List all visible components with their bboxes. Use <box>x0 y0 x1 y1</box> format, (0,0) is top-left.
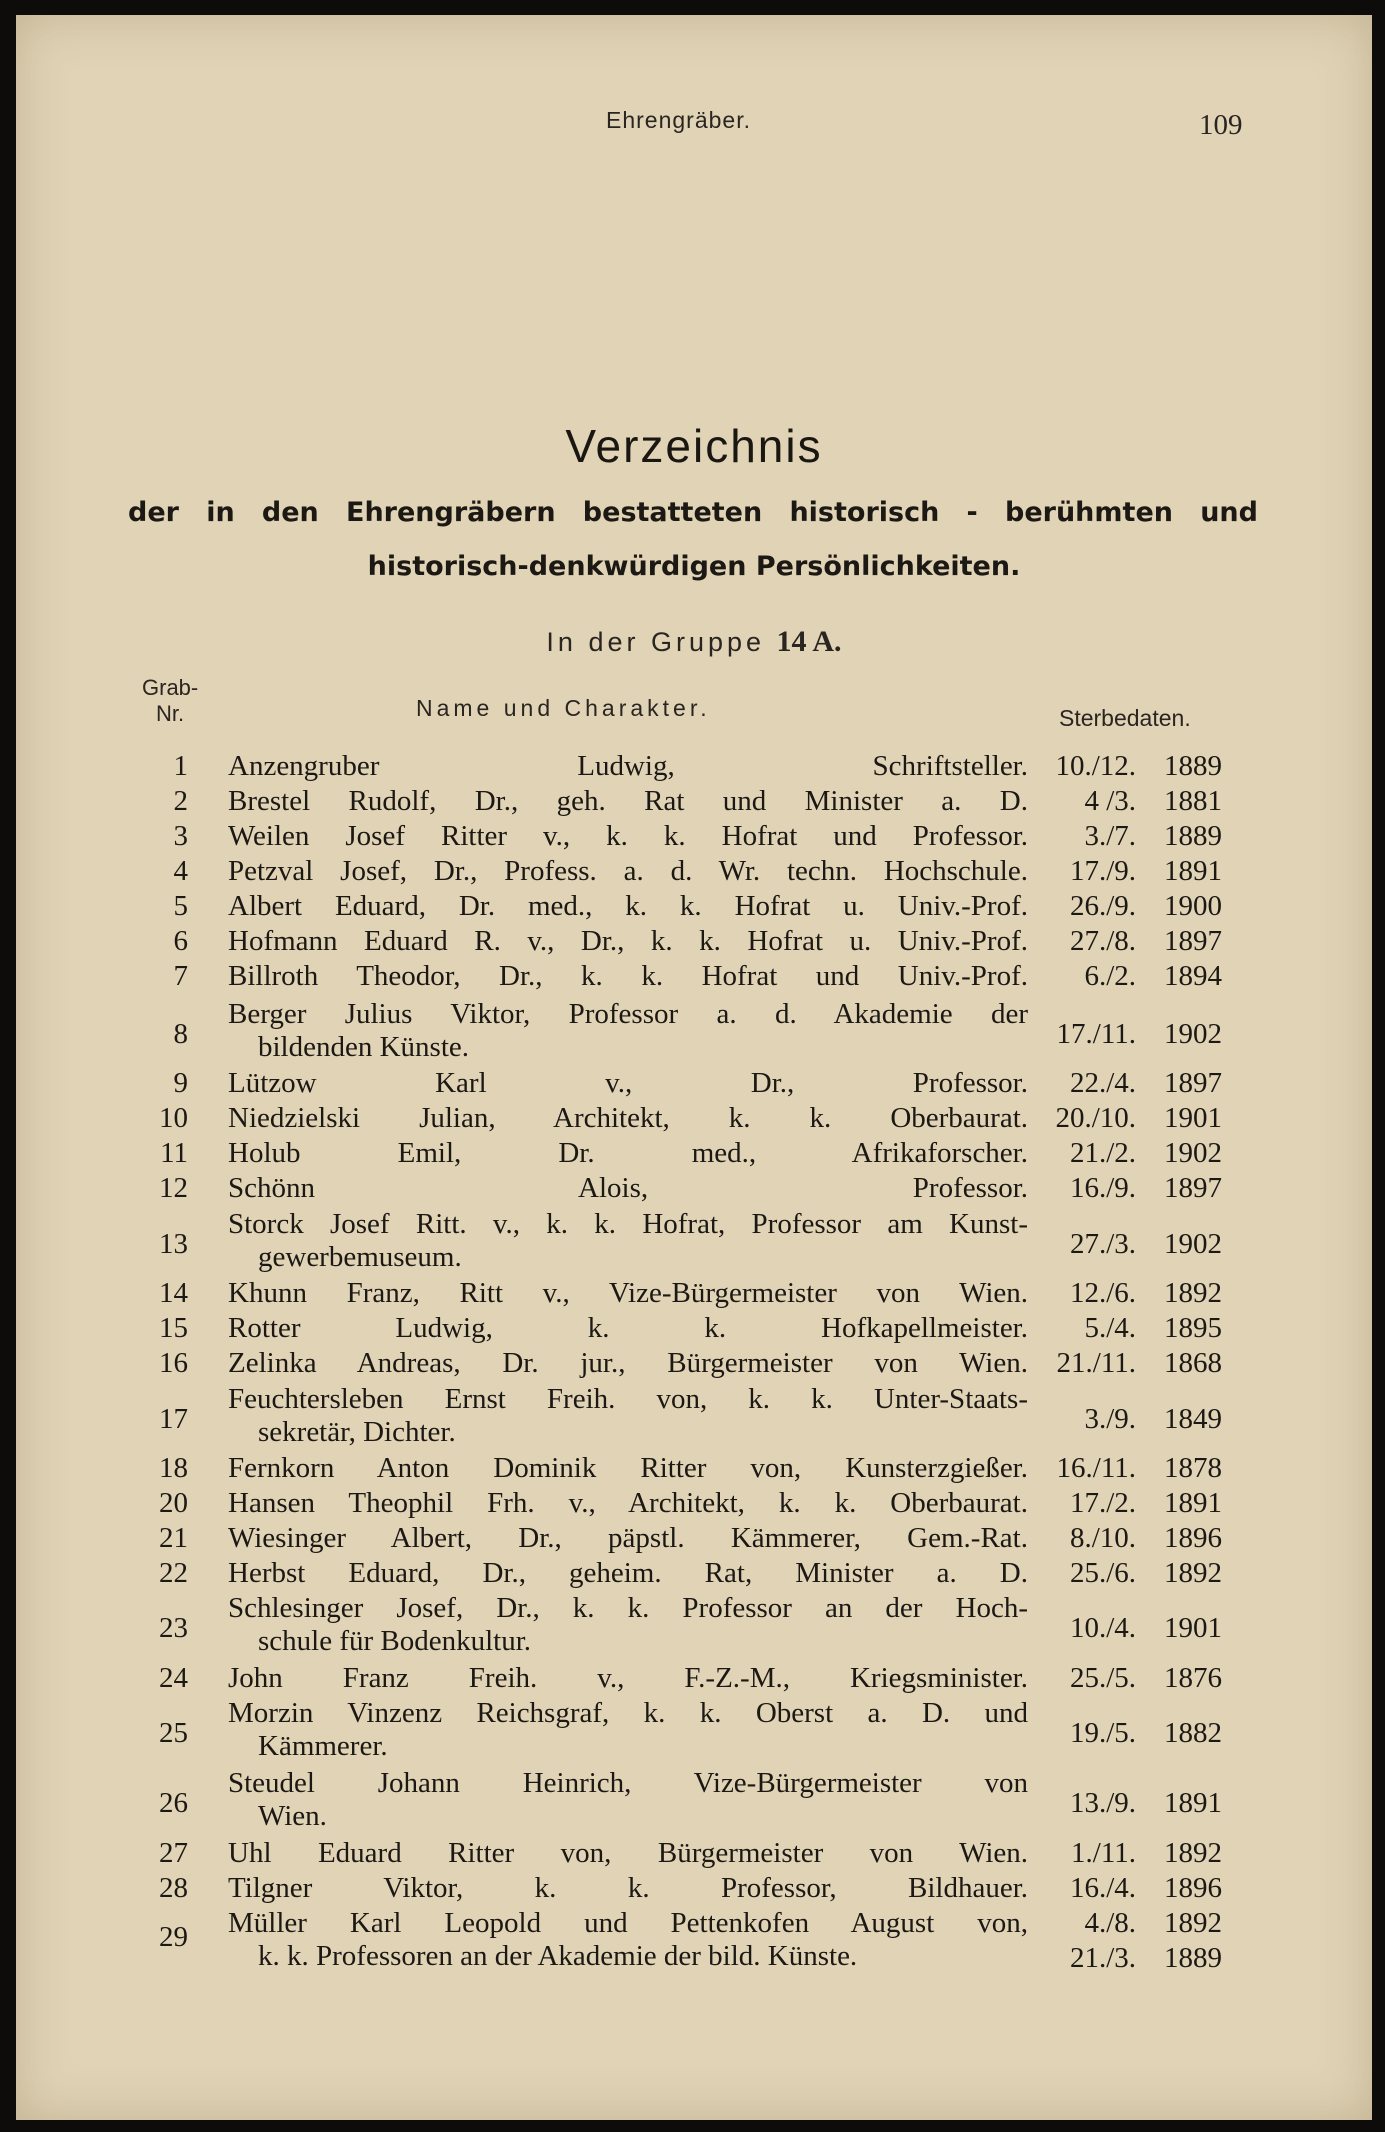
list-item <box>16 1697 1372 1767</box>
death-date: 20./10. <box>1055 1102 1136 1134</box>
column-header-dates: Sterbedaten. <box>1059 705 1191 731</box>
name-line: Berger Julius Viktor, Professor a. d. Akademie der <box>228 998 1028 1030</box>
page-title: Verzeichnis <box>565 420 823 472</box>
grave-number: 5 <box>173 890 188 922</box>
person-name-and-character <box>228 1137 1028 1170</box>
death-year: 1876 <box>1164 1662 1222 1694</box>
list-item <box>16 1383 1372 1453</box>
person-name-and-character <box>228 1172 1028 1205</box>
death-date: 22./4. <box>1069 1067 1136 1099</box>
death-date: 12./6. <box>1069 1277 1136 1309</box>
death-date: 17./9. <box>1069 855 1136 887</box>
death-year: 1892 <box>1164 1837 1222 1869</box>
name-line: Niedzielski Julian, Architekt, k. k. Oberbaurat. <box>228 1102 1028 1134</box>
list-item <box>16 925 1372 960</box>
list-item <box>16 750 1372 785</box>
list-item <box>16 1347 1372 1382</box>
name-line: Wiesinger Albert, Dr., päpstl. Kämmerer, Gem.-Rat. <box>228 1522 1028 1554</box>
list-item <box>16 785 1372 820</box>
person-name-and-character <box>228 960 1028 993</box>
grave-number: 21 <box>159 1522 188 1554</box>
grave-number: 23 <box>159 1612 188 1644</box>
list-item <box>16 855 1372 890</box>
person-name-and-character <box>228 1067 1028 1100</box>
death-year: 1889 <box>1164 750 1222 782</box>
name-line: Kämmerer. <box>258 1730 388 1762</box>
death-year: 1897 <box>1164 1172 1222 1204</box>
grave-number: 24 <box>159 1662 188 1694</box>
death-date: 8./10. <box>1069 1522 1136 1554</box>
name-line: k. k. Professoren an der Akademie der bild. Künste. <box>258 1940 858 1972</box>
subtitle-line-1: der in den Ehrengräbern bestatteten historisch - berühmten und <box>128 497 1258 528</box>
name-line: Lützow Karl v., Dr., Professor. <box>228 1067 1028 1099</box>
name-line: Billroth Theodor, Dr., k. k. Hofrat und Univ.-Prof. <box>228 960 1028 992</box>
grave-number: 11 <box>160 1137 188 1169</box>
name-line: Feuchtersleben Ernst Freih. von, k. k. Unter-Staats- <box>228 1383 1028 1415</box>
death-year: 1896 <box>1164 1872 1222 1904</box>
grave-number: 26 <box>159 1787 188 1819</box>
death-year: 1891 <box>1164 1787 1222 1819</box>
column-header-grave-number <box>142 675 232 727</box>
death-date: 17./2. <box>1069 1487 1136 1519</box>
grave-number: 16 <box>159 1347 188 1379</box>
person-name-and-character <box>228 1208 1028 1274</box>
grave-number: 14 <box>159 1277 188 1309</box>
subtitle-line-2: historisch-denkwürdigen Persönlichkeiten. <box>367 551 1021 582</box>
list-item <box>16 1277 1372 1312</box>
name-line: Fernkorn Anton Dominik Ritter von, Kunsterzgießer. <box>228 1452 1028 1484</box>
person-name-and-character <box>228 1592 1028 1658</box>
death-date: 6./2. <box>1084 960 1136 992</box>
name-line: Albert Eduard, Dr. med., k. k. Hofrat u. Univ.-Prof. <box>228 890 1028 922</box>
death-year: 1882 <box>1164 1717 1222 1749</box>
list-item <box>16 1312 1372 1347</box>
grave-number: 3 <box>173 820 188 852</box>
column-header-grave-number-line2: Nr. <box>156 701 185 726</box>
person-name-and-character <box>228 1102 1028 1135</box>
death-year: 1902 <box>1164 1018 1222 1050</box>
list-item <box>16 1067 1372 1102</box>
list-item <box>16 820 1372 855</box>
person-name-and-character <box>228 1697 1028 1763</box>
death-year: 1892 <box>1164 1557 1222 1589</box>
grave-number: 29 <box>159 1921 188 1953</box>
grave-number: 15 <box>159 1312 188 1344</box>
grave-number: 25 <box>159 1717 188 1749</box>
grave-number: 1 <box>173 750 188 782</box>
name-line: Wien. <box>258 1800 327 1832</box>
grave-number: 10 <box>159 1102 188 1134</box>
person-name-and-character <box>228 785 1028 818</box>
death-date: 27./8. <box>1069 925 1136 957</box>
grave-number: 18 <box>159 1452 188 1484</box>
grave-number: 12 <box>159 1172 188 1204</box>
death-year: 1902 <box>1164 1228 1222 1260</box>
name-line: Anzengruber Ludwig, Schriftsteller. <box>228 750 1028 782</box>
death-year: 1889 <box>1164 820 1222 852</box>
name-line: John Franz Freih. v., F.-Z.-M., Kriegsminister. <box>228 1662 1028 1694</box>
name-line: sekretär, Dichter. <box>258 1416 456 1448</box>
grave-number: 8 <box>173 1018 188 1050</box>
grave-number: 20 <box>159 1487 188 1519</box>
person-name-and-character <box>228 1662 1028 1695</box>
name-line: Storck Josef Ritt. v., k. k. Hofrat, Professor am Kunst- <box>228 1208 1028 1240</box>
death-date: 13./9. <box>1069 1787 1136 1819</box>
list-item <box>16 1522 1372 1557</box>
death-date: 16./9. <box>1069 1172 1136 1204</box>
name-line: Steudel Johann Heinrich, Vize-Bürgermeister von <box>228 1767 1028 1799</box>
person-name-and-character <box>228 1907 1028 1973</box>
grave-number: 7 <box>173 960 188 992</box>
person-name-and-character <box>228 750 1028 783</box>
person-name-and-character <box>228 1383 1028 1449</box>
person-name-and-character <box>228 855 1028 888</box>
death-year: 1892 <box>1164 1277 1222 1309</box>
name-line: gewerbemuseum. <box>258 1241 462 1273</box>
death-date: 25./6. <box>1069 1557 1136 1589</box>
list-item <box>16 1557 1372 1592</box>
death-year: 1896 <box>1164 1522 1222 1554</box>
group-value: 14 A. <box>776 625 842 658</box>
person-name-and-character <box>228 1277 1028 1310</box>
running-head: Ehrengräber. <box>606 107 751 133</box>
death-date: 10./12. <box>1055 750 1136 782</box>
book-page <box>16 15 1372 2120</box>
death-year: 1889 <box>1164 1942 1222 1974</box>
person-name-and-character <box>228 820 1028 853</box>
list-item <box>16 1208 1372 1278</box>
list-item <box>16 1452 1372 1487</box>
name-line: schule für Bodenkultur. <box>258 1625 532 1657</box>
death-date: 3./9. <box>1084 1403 1136 1435</box>
death-year: 1894 <box>1164 960 1222 992</box>
death-year: 1901 <box>1164 1102 1222 1134</box>
list-item <box>16 960 1372 995</box>
name-line: Brestel Rudolf, Dr., geh. Rat und Minister a. D. <box>228 785 1028 817</box>
person-name-and-character <box>228 1767 1028 1833</box>
death-date: 25./5. <box>1069 1662 1136 1694</box>
list-item <box>16 1172 1372 1207</box>
name-line: Schönn Alois, Professor. <box>228 1172 1028 1204</box>
name-line: Hofmann Eduard R. v., Dr., k. k. Hofrat u. Univ.-Prof. <box>228 925 1028 957</box>
death-year: 1881 <box>1164 785 1222 817</box>
death-date: 21./3. <box>1069 1942 1136 1974</box>
list-item <box>16 1592 1372 1662</box>
death-date: 16./4. <box>1069 1872 1136 1904</box>
person-name-and-character <box>228 1347 1028 1380</box>
death-date: 1./11. <box>1071 1837 1136 1869</box>
person-name-and-character <box>228 1522 1028 1555</box>
death-year: 1902 <box>1164 1137 1222 1169</box>
person-name-and-character <box>228 1452 1028 1485</box>
grave-number: 28 <box>159 1872 188 1904</box>
grave-number: 13 <box>159 1228 188 1260</box>
person-name-and-character <box>228 890 1028 923</box>
person-name-and-character <box>228 1837 1028 1870</box>
name-line: Tilgner Viktor, k. k. Professor, Bildhauer. <box>228 1872 1028 1904</box>
death-date: 21./2. <box>1069 1137 1136 1169</box>
person-name-and-character <box>228 1487 1028 1520</box>
death-date: 10./4. <box>1069 1612 1136 1644</box>
name-line: Rotter Ludwig, k. k. Hofkapellmeister. <box>228 1312 1028 1344</box>
death-date: 19./5. <box>1069 1717 1136 1749</box>
person-name-and-character <box>228 1557 1028 1590</box>
list-item <box>16 1662 1372 1697</box>
death-year: 1900 <box>1164 890 1222 922</box>
name-line: Müller Karl Leopold und Pettenkofen August von, <box>228 1907 1028 1939</box>
grave-number: 27 <box>159 1837 188 1869</box>
person-name-and-character <box>228 925 1028 958</box>
death-date: 26./9. <box>1069 890 1136 922</box>
person-name-and-character <box>228 1312 1028 1345</box>
death-date: 3./7. <box>1084 820 1136 852</box>
death-date: 21./11. <box>1056 1347 1136 1379</box>
page-number: 109 <box>1199 109 1243 141</box>
death-date: 17./11. <box>1056 1018 1136 1050</box>
grave-number: 2 <box>173 785 188 817</box>
death-year: 1891 <box>1164 855 1222 887</box>
list-item <box>16 1487 1372 1522</box>
name-line: Morzin Vinzenz Reichsgraf, k. k. Oberst a. D. und <box>228 1697 1028 1729</box>
list-item <box>16 1907 1372 1977</box>
column-header-name: Name und Charakter. <box>416 695 711 721</box>
name-line: Schlesinger Josef, Dr., k. k. Professor an der Hoch- <box>228 1592 1028 1624</box>
grave-number: 6 <box>173 925 188 957</box>
death-date: 4 /3. <box>1084 785 1136 817</box>
name-line: bildenden Künste. <box>258 1031 470 1063</box>
list-item <box>16 890 1372 925</box>
column-header-grave-number-line1: Grab- <box>142 675 199 700</box>
death-year: 1897 <box>1164 1067 1222 1099</box>
name-line: Zelinka Andreas, Dr. jur., Bürgermeister von Wien. <box>228 1347 1028 1379</box>
grave-number: 9 <box>173 1067 188 1099</box>
death-year: 1891 <box>1164 1487 1222 1519</box>
death-date: 5./4. <box>1084 1312 1136 1344</box>
name-line: Uhl Eduard Ritter von, Bürgermeister von Wien. <box>228 1837 1028 1869</box>
death-year: 1897 <box>1164 925 1222 957</box>
list-item <box>16 1137 1372 1172</box>
death-date: 27./3. <box>1069 1228 1136 1260</box>
list-item <box>16 998 1372 1068</box>
grave-number: 22 <box>159 1557 188 1589</box>
name-line: Herbst Eduard, Dr., geheim. Rat, Minister a. D. <box>228 1557 1028 1589</box>
name-line: Weilen Josef Ritter v., k. k. Hofrat und Professor. <box>228 820 1028 852</box>
name-line: Khunn Franz, Ritt v., Vize-Bürgermeister von Wien. <box>228 1277 1028 1309</box>
name-line: Hansen Theophil Frh. v., Architekt, k. k. Oberbaurat. <box>228 1487 1028 1519</box>
name-line: Holub Emil, Dr. med., Afrikaforscher. <box>228 1137 1028 1169</box>
list-item <box>16 1102 1372 1137</box>
group-label: In der Gruppe <box>546 627 766 657</box>
death-year: 1895 <box>1164 1312 1222 1344</box>
person-name-and-character <box>228 1872 1028 1905</box>
death-year: 1892 <box>1164 1907 1222 1939</box>
death-date: 16./11. <box>1056 1452 1136 1484</box>
list-item <box>16 1837 1372 1872</box>
death-year: 1878 <box>1164 1452 1222 1484</box>
death-year: 1901 <box>1164 1612 1222 1644</box>
group-heading <box>16 625 1372 659</box>
person-name-and-character <box>228 998 1028 1064</box>
grave-number: 17 <box>159 1403 188 1435</box>
death-year: 1868 <box>1164 1347 1222 1379</box>
name-line: Petzval Josef, Dr., Profess. a. d. Wr. techn. Hochschule. <box>228 855 1028 887</box>
grave-number: 4 <box>173 855 188 887</box>
list-item <box>16 1872 1372 1907</box>
death-date: 4./8. <box>1084 1907 1136 1939</box>
death-year: 1849 <box>1164 1403 1222 1435</box>
list-item <box>16 1767 1372 1837</box>
